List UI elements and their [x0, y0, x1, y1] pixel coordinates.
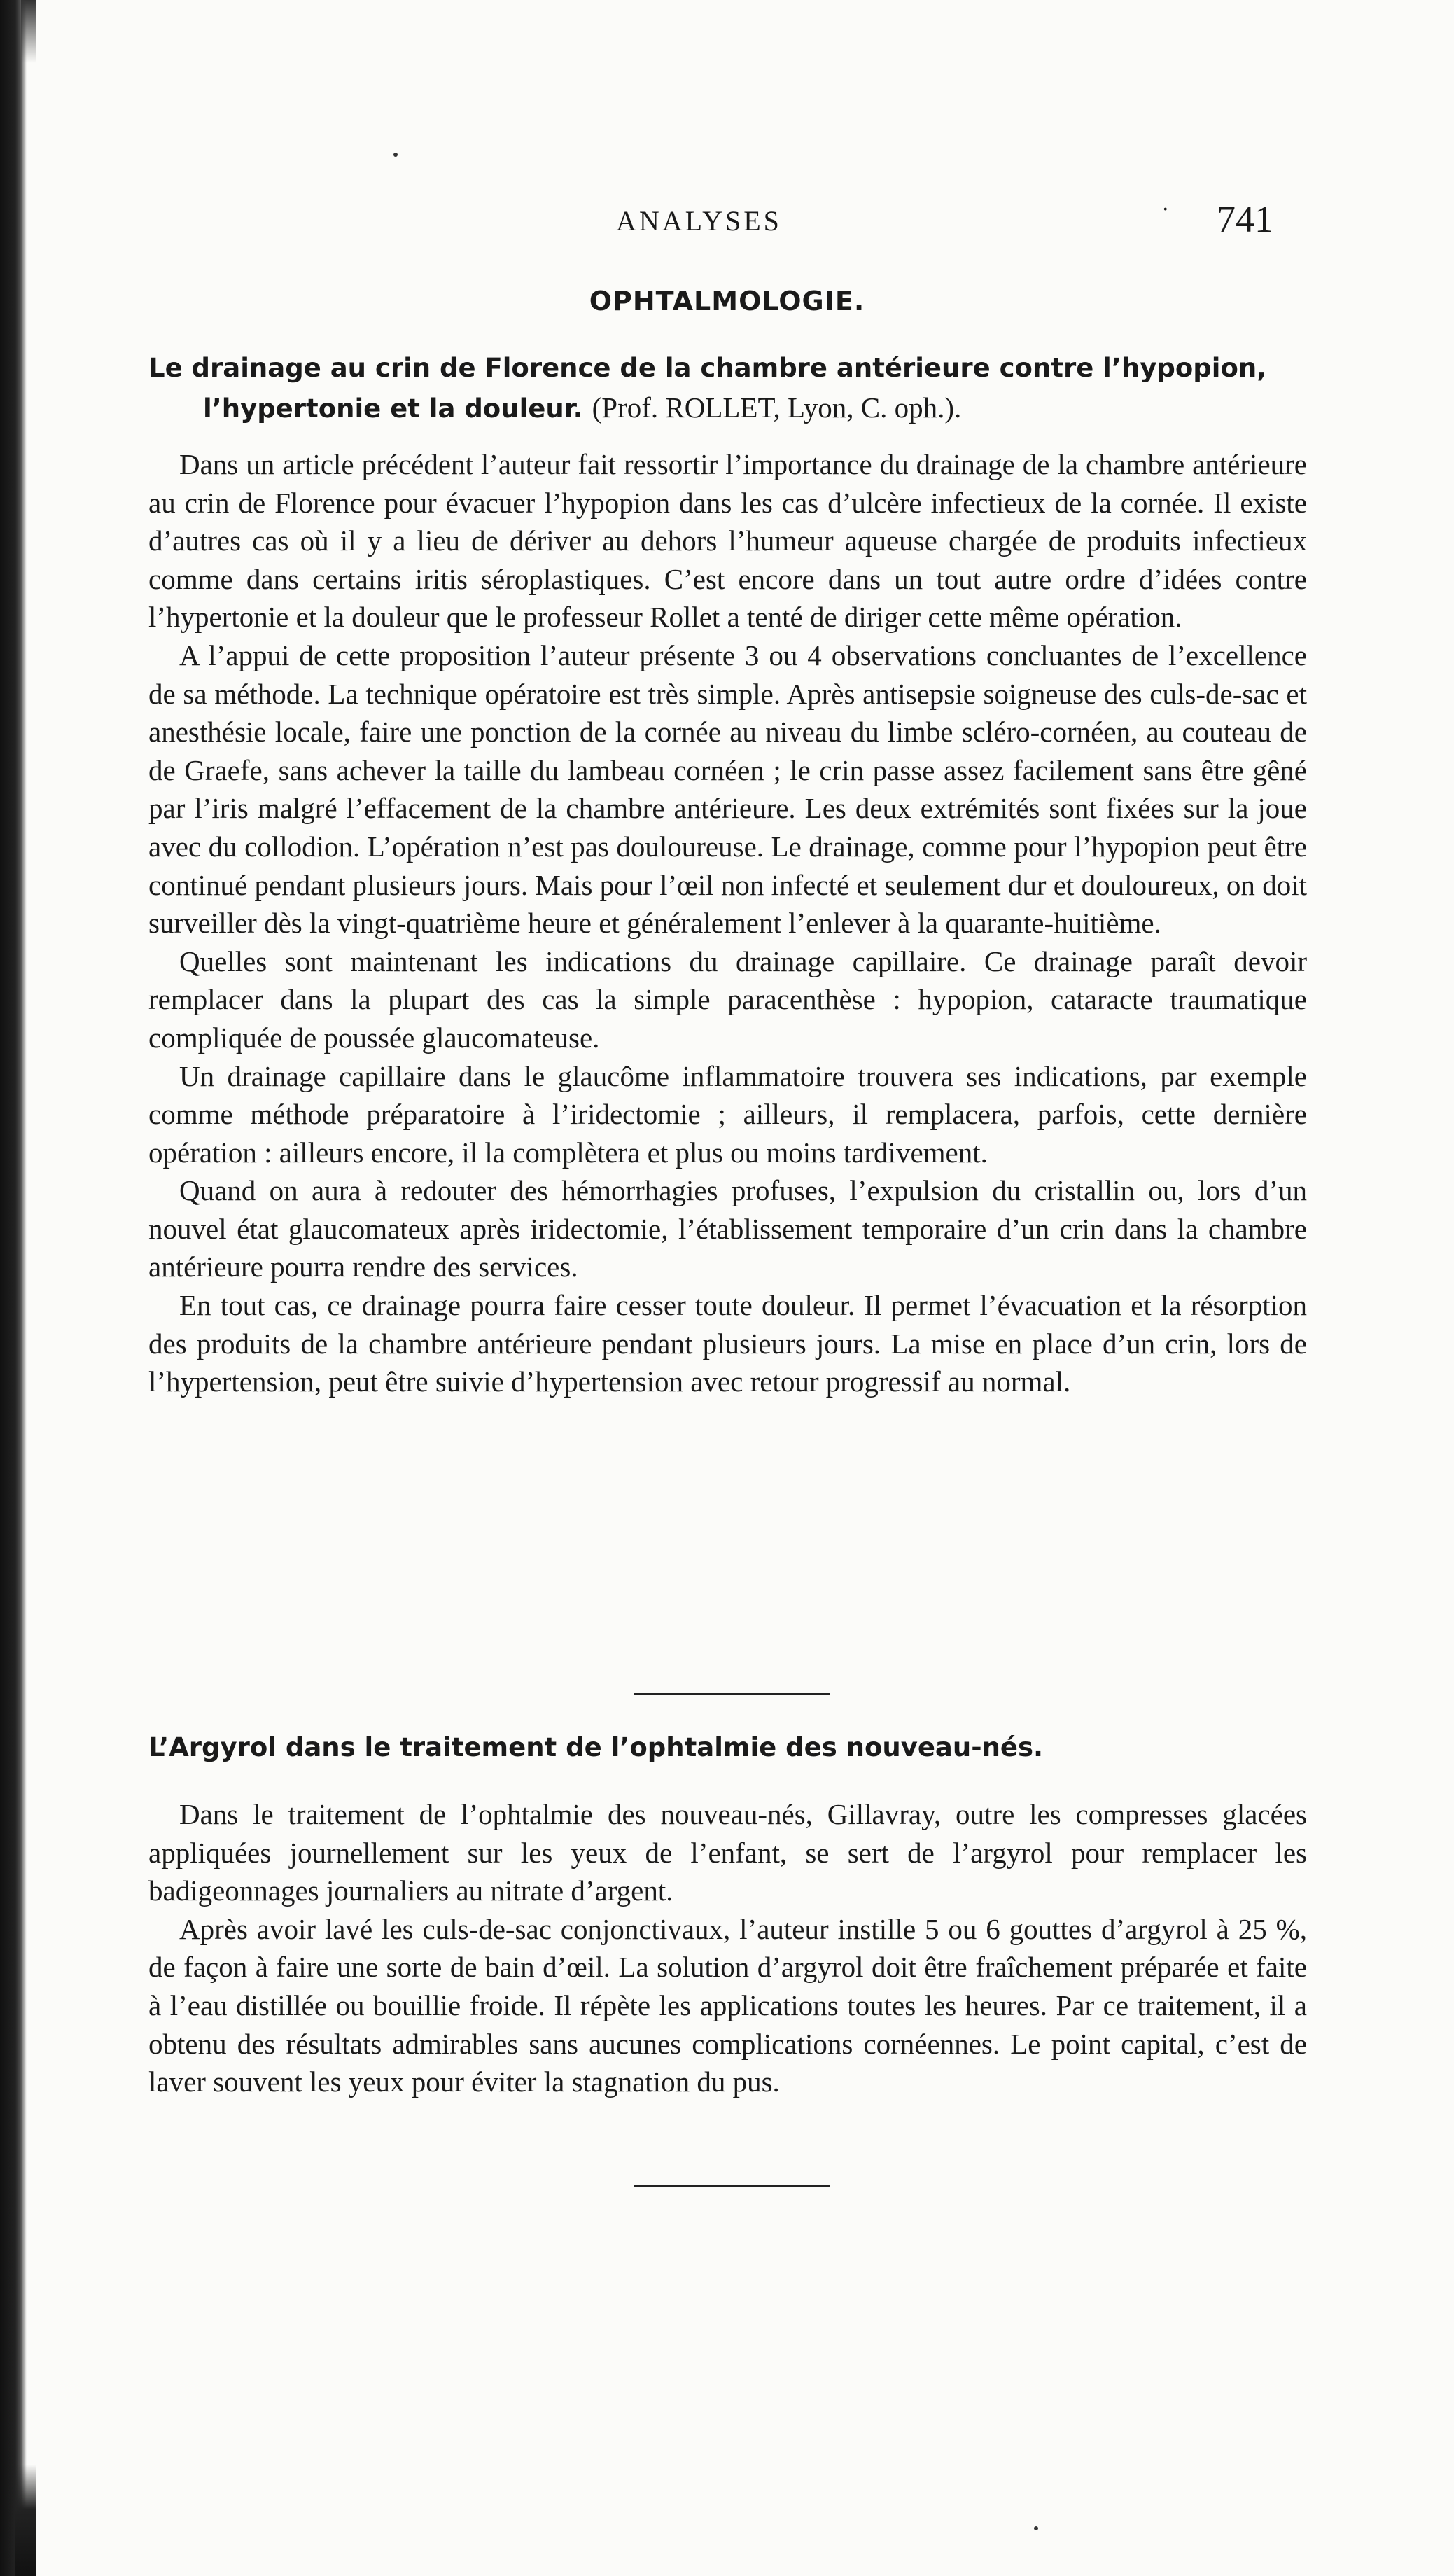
paragraph: Dans un article précédent l’auteur fait ressortir l’importance du drainage de la chambre antérieure au crin de Florence pour évacuer l’hypopion dans les cas d’ulcère infectieux de la cornée. Il existe d’autres cas où il y a lieu de dériver au dehors l’humeur aqueuse chargée de produits infectieux comme dans certains iritis séroplastiques. C’est encore dans un tout autre ordre d’idées contre l’hypertonie et la douleur que le professeur Rollet a tenté de diriger cette même opération. — [148, 448, 1307, 634]
ink-speck — [393, 153, 398, 157]
section-heading: OPHTALMOLOGIE. — [589, 286, 865, 316]
page-binding-shadow — [0, 0, 27, 2576]
paragraph: Quand on aura à redouter des hémorrhagies profuses, l’expulsion du cristallin ou, lors d’un nouvel état glaucomateux après iridectomie, l’établissement temporaire d’un crin dans la chambre antérieure pourra rendre des services. — [148, 1174, 1307, 1283]
running-head-title: ANALYSES — [616, 205, 782, 237]
article-drainage — [148, 349, 1307, 1401]
running-head-mark: · — [1162, 197, 1169, 222]
article-title — [148, 349, 1307, 429]
ink-speck — [1034, 2526, 1038, 2530]
section-separator — [634, 2185, 830, 2187]
paragraph: Après avoir lavé les culs-de-sac conjonctivaux, l’auteur instille 5 ou 6 gouttes d’argyrol à 25 %, de façon à faire une sorte de bain d’œil. La solution d’argyrol doit être fraîchement préparée et faite à l’eau distillée ou bouillie froide. Il répète les applications toutes les heures. Par ce traitement, il a obtenu des résultats admirables sans aucunes complications cornéennes. Le point capital, c’est de laver souvent les yeux pour éviter la stagnation du pus. — [148, 1912, 1307, 2098]
paragraph: En tout cas, ce drainage pourra faire cesser toute douleur. Il permet l’évacuation et la résorption des produits de la chambre antérieure pendant plusieurs jours. La mise en place d’un crin, lors de l’hypertension, peut être suivie d’hypertension avec retour progressif au normal. — [148, 1289, 1307, 1398]
binding-shadow-top — [21, 0, 36, 63]
article-title-line2: l’hypertonie et la douleur. — [203, 394, 583, 424]
article-argyrol — [148, 1728, 1307, 2101]
paragraph: Quelles sont maintenant les indications du drainage capillaire. Ce drainage paraît devoir remplacer dans la plupart des cas la simple paracenthèse : hypopion, cataracte traumatique compliquée de poussée glaucomateuse. — [148, 945, 1307, 1054]
article-title-line1: Le drainage au crin de Florence de la chambre antérieure contre l’hypopion, — [148, 353, 1267, 383]
article-title: L’Argyrol dans le traitement de l’ophtalmie des nouveau-nés. — [148, 1732, 1044, 1762]
section-separator — [634, 1693, 830, 1695]
paragraph: A l’appui de cette proposition l’auteur présente 3 ou 4 observations concluantes de l’excellence de sa méthode. La technique opératoire est très simple. Après antisepsie soigneuse des culs-de-sac et anesthésie locale, faire une ponction de la cornée au niveau du limbe scléro-cornéen, au couteau de de Graefe, sans achever la taille du lambeau cornéen ; le crin passe assez facilement sans être gêné par l’iris malgré l’effacement de la chambre antérieure. Les deux extrémités sont fixées sur la joue avec du collodion. L’opération n’est pas douloureuse. Le drainage, comme pour l’hypopion peut être continué pendant plusieurs jours. Mais pour l’œil non infecté et seulement dur et douloureux, on doit surveiller dès la vingt-quatrième heure et généralement l’enlever à la quarante-huitième. — [148, 639, 1307, 940]
paragraph: Dans le traitement de l’ophtalmie des nouveau-nés, Gillavray, outre les compresses glacées appliquées journellement sur les yeux de l’enfant, se sert de l’argyrol pour remplacer les badigeonnages journaliers au nitrate d’argent. — [148, 1798, 1307, 1907]
running-head — [0, 197, 1454, 246]
article-attribution: (Prof. ROLLET, Lyon, C. oph.). — [592, 391, 962, 424]
page-number: 741 — [1217, 198, 1273, 240]
binding-shadow-bottom — [15, 2465, 36, 2576]
paragraph: Un drainage capillaire dans le glaucôme inflammatoire trouvera ses indications, par exemple comme méthode préparatoire à l’iridectomie ; ailleurs, il remplacera, parfois, cette dernière opération : ailleurs encore, il la complètera et plus ou moins tardivement. — [148, 1059, 1307, 1169]
